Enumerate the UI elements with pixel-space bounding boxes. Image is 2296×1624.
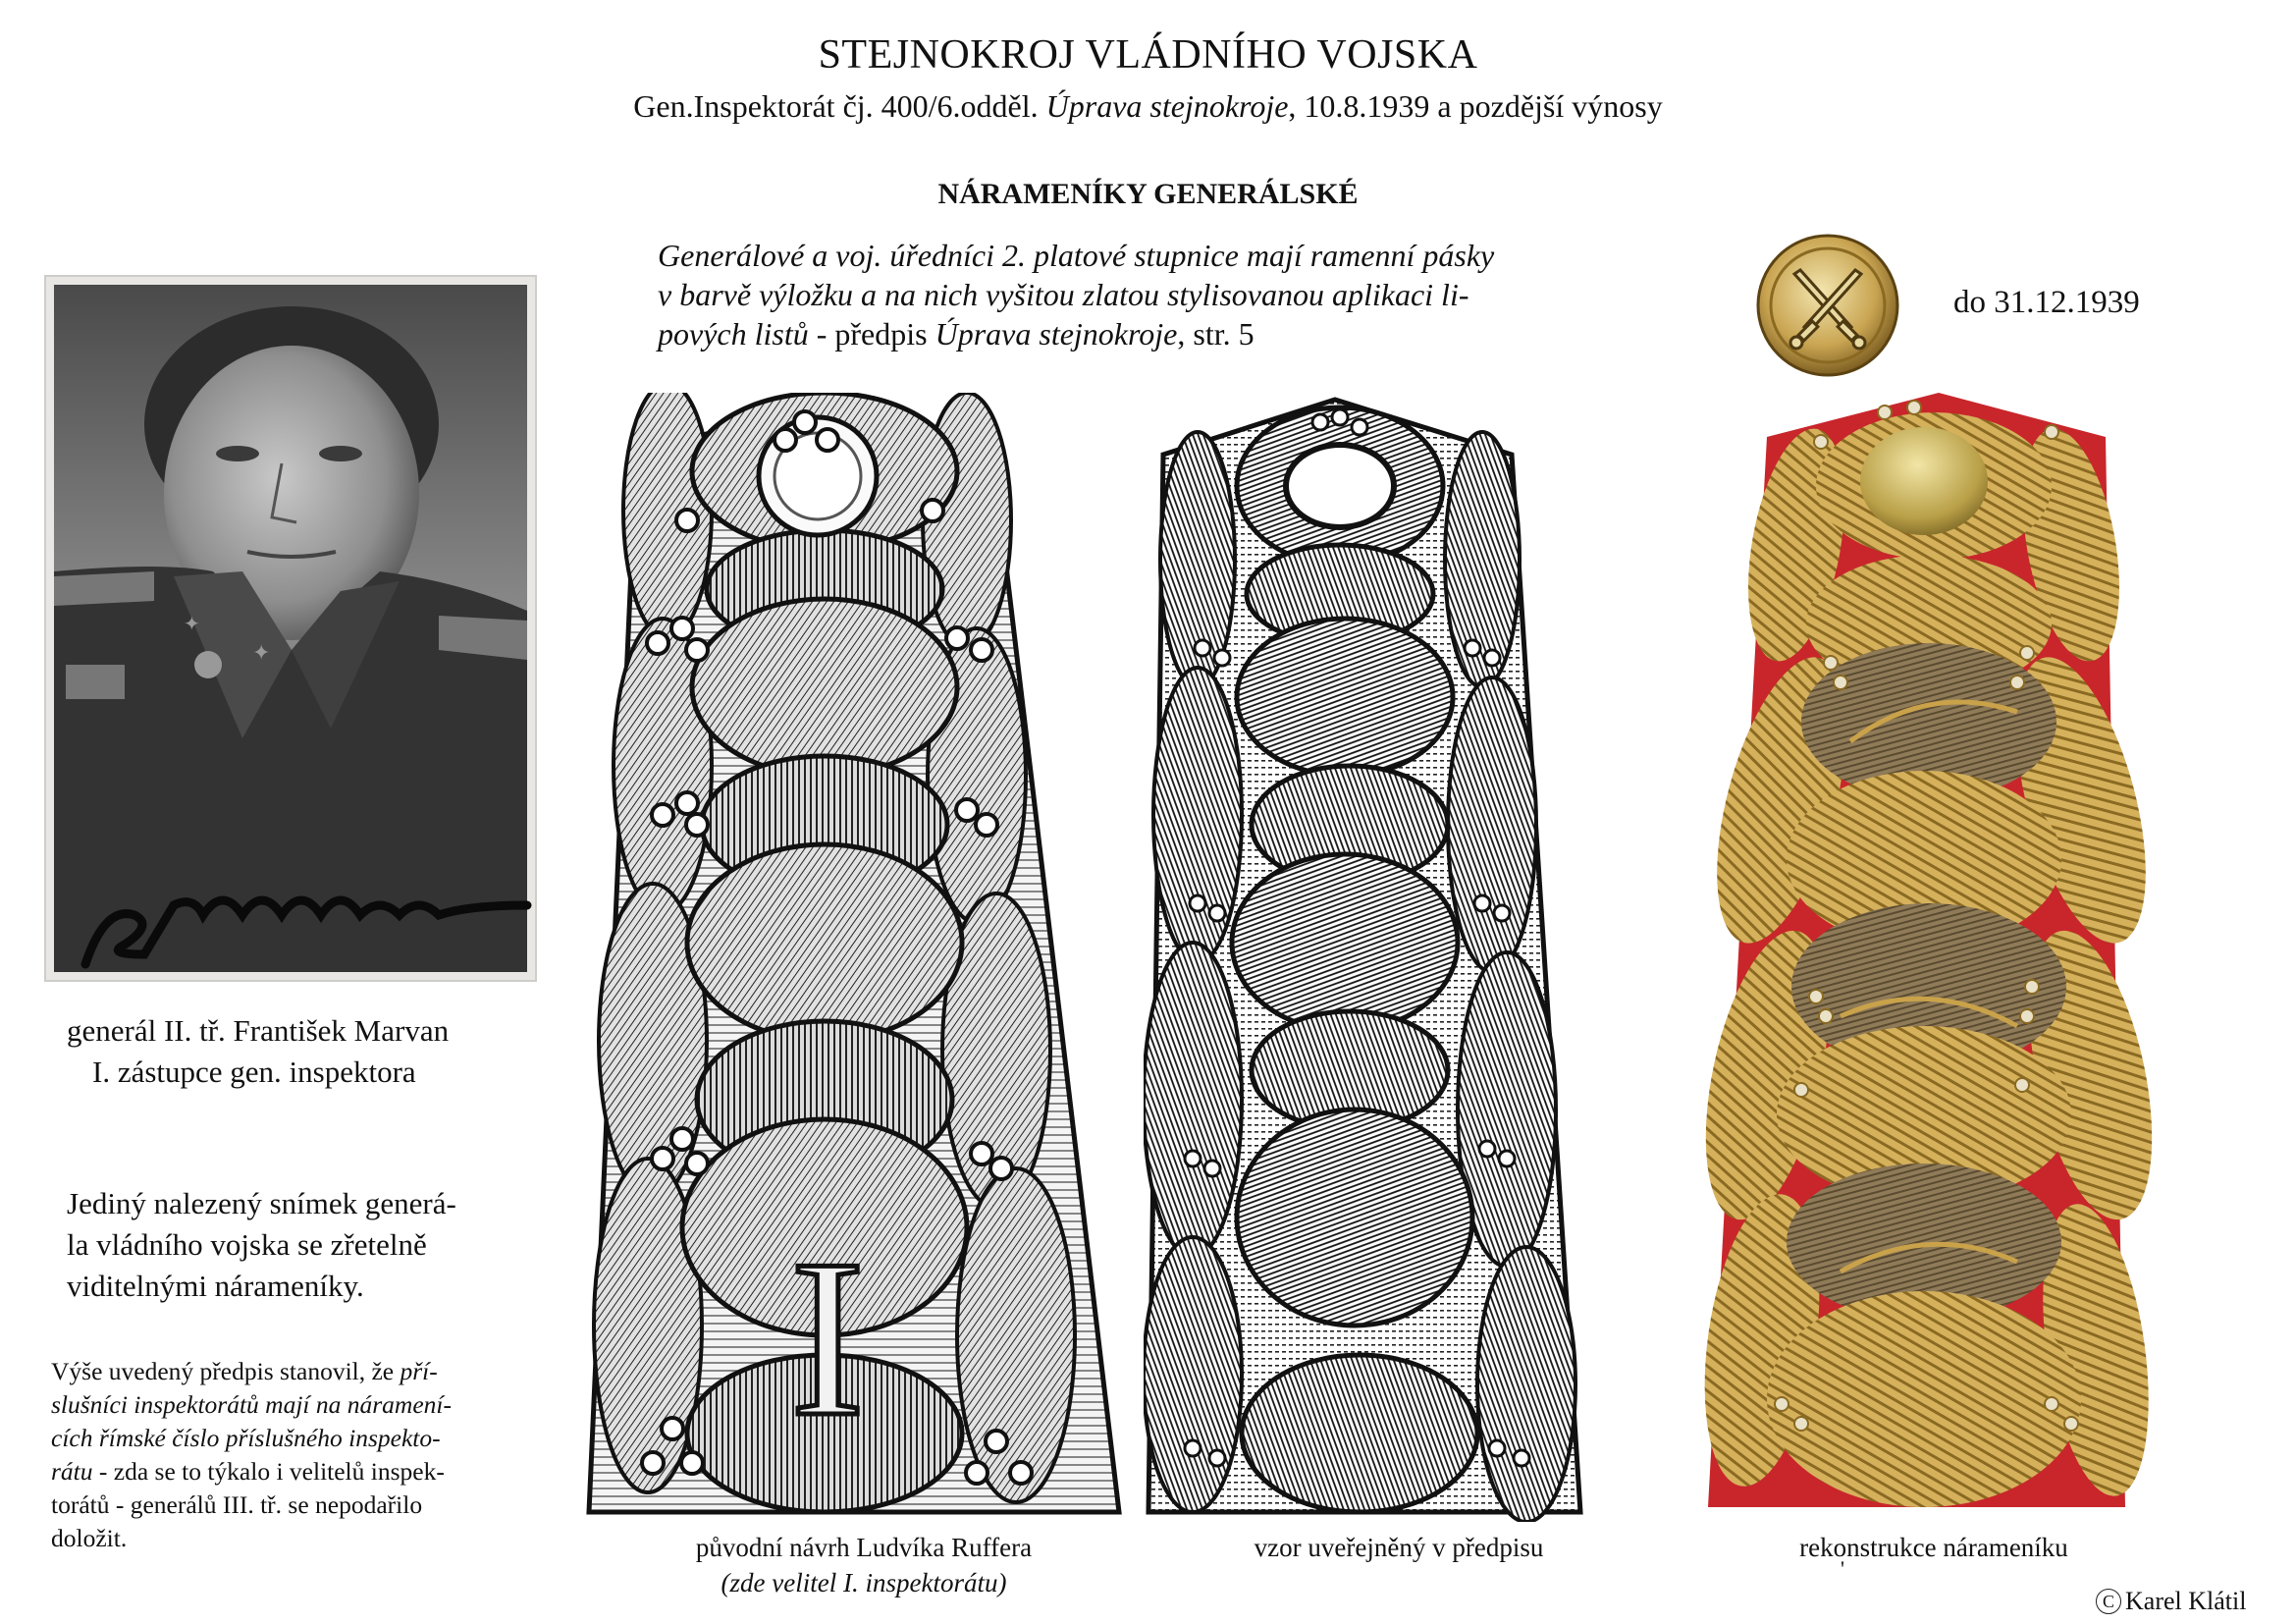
- footnote-italic: rátu: [51, 1457, 93, 1486]
- portrait-note-line-2: la vládního vojska se zřetelně: [67, 1227, 427, 1262]
- roman-numeral-one: I: [789, 1213, 866, 1463]
- footnote-line: [51, 1355, 561, 1388]
- regulation-paragraph: [658, 236, 1639, 353]
- stray-mark: ': [1841, 1556, 1844, 1581]
- copyright-icon: C: [2096, 1589, 2121, 1614]
- footnote-text: [51, 1355, 561, 1555]
- page-subtitle: [0, 86, 2296, 126]
- svg-text:✦: ✦: [252, 640, 271, 665]
- epaulette-button: [1860, 427, 1988, 535]
- subtitle-suffix: , 10.8.1939 a pozdější výnosy: [1288, 88, 1663, 124]
- crossed-swords-button-icon: [1755, 233, 1900, 378]
- footnote-italic: cích římské číslo příslušného inspekto-: [51, 1424, 441, 1452]
- section-heading: NÁRAMENÍKY GENERÁLSKÉ: [937, 178, 1359, 210]
- paragraph-page-ref: , str. 5: [1177, 316, 1255, 352]
- epaulette-reconstruction: [1703, 388, 2155, 1517]
- footnote-line: [51, 1455, 561, 1489]
- portrait-caption-line-1: generál II. tř. František Marvan: [67, 1013, 450, 1048]
- paragraph-italic-part: pových listů: [658, 316, 809, 352]
- paragraph-normal-part: - předpis: [808, 316, 935, 352]
- footnote-line: [51, 1422, 561, 1455]
- general-portrait-photo: [44, 275, 537, 982]
- subtitle-italic: Úprava stejnokroje: [1045, 88, 1289, 124]
- page-title: STEJNOKROJ VLÁDNÍHO VOJSKA: [818, 32, 1478, 78]
- figure-subcaption-original: (zde velitel I. inspektorátu): [721, 1568, 1007, 1597]
- svg-text:✦: ✦: [184, 614, 200, 635]
- copyright-author: Karel Klátil: [2125, 1587, 2247, 1615]
- subtitle-prefix: Gen.Inspektorát čj. 400/6.odděl.: [633, 88, 1046, 124]
- footnote-line: [51, 1522, 561, 1555]
- paragraph-italic-title: Úprava stejnokroje: [934, 316, 1178, 352]
- footnote-italic: pří-: [400, 1357, 438, 1385]
- footnote-line: [51, 1388, 561, 1422]
- paragraph-line-3: [658, 314, 1639, 353]
- figure-caption-reconstruction: rekonstrukce nárameníku: [1799, 1533, 2068, 1562]
- copyright-credit: [2096, 1587, 2246, 1616]
- portrait-note-line-3: viditelnými nárameníky.: [67, 1269, 364, 1303]
- button-valid-until-date: do 31.12.1939: [1953, 285, 2140, 320]
- footnote-normal: Výše uvedený předpis stanovil, že: [51, 1357, 400, 1385]
- footnote-line: [51, 1489, 561, 1522]
- paragraph-line-1: Generálové a voj. úředníci 2. platové stupnice mají ramenní pásky: [658, 238, 1495, 273]
- footnote-normal: torátů - generálů III. tř. se nepodařilo: [51, 1490, 423, 1519]
- paragraph-line-2: v barvě výložku a na nich vyšitou zlatou stylisovanou aplikaci li-: [658, 277, 1469, 312]
- footnote-normal: - zda se to týkalo i velitelů inspek-: [92, 1457, 445, 1486]
- portrait-note-line-1: Jediný nalezený snímek generá-: [67, 1186, 456, 1220]
- figure-caption-published: vzor uveřejněný v předpisu: [1254, 1533, 1544, 1562]
- footnote-italic: slušníci inspektorátů mají na náramení-: [51, 1390, 452, 1419]
- footnote-normal: doložit.: [51, 1524, 128, 1552]
- epaulette-original-design: [584, 393, 1144, 1522]
- portrait-image: [46, 277, 535, 980]
- figure-caption-original: původní návrh Ludvíka Ruffera: [695, 1533, 1033, 1562]
- portrait-caption-line-2: I. zástupce gen. inspektora: [92, 1055, 416, 1089]
- epaulette-published-pattern: [1144, 393, 1654, 1522]
